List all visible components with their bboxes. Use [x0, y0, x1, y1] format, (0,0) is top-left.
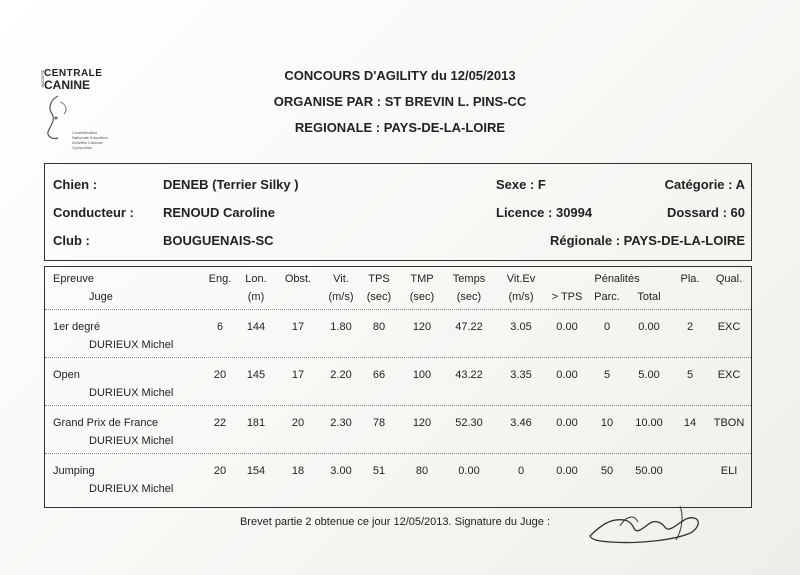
cell-eng: 22 [213, 417, 227, 429]
conducteur-value: RENOUD Caroline [163, 205, 275, 220]
cell-vitev: 0 [517, 465, 525, 477]
sexe-value: Sexe : F [496, 177, 546, 192]
cell-lon: 144 [246, 321, 266, 333]
dossard-value: Dossard : 60 [666, 205, 745, 220]
th-vit: Vit. [333, 273, 349, 285]
th-eng: Eng. [208, 273, 232, 285]
cell-eng: 20 [213, 465, 227, 477]
judge-signature [580, 496, 710, 556]
info-row-conducteur [53, 205, 745, 227]
cell-obst: 20 [291, 417, 305, 429]
th-lon: Lon. [245, 273, 267, 285]
cell-lon: 154 [246, 465, 266, 477]
cell-temps: 43.22 [455, 369, 483, 381]
cell-lon: 145 [246, 369, 266, 381]
cell-tps: 78 [372, 417, 386, 429]
cell-vitev: 3.46 [510, 417, 532, 429]
cell-pla: 5 [686, 369, 694, 381]
cell-vitev: 3.35 [510, 369, 532, 381]
cell-tps: 66 [372, 369, 386, 381]
cell-epreuve: Open [53, 369, 80, 381]
th-pen-tps: > TPS [551, 291, 583, 303]
cell-lon: 181 [246, 417, 266, 429]
cell-pen-total: 0.00 [638, 321, 660, 333]
cell-juge: DURIEUX Michel [89, 483, 174, 495]
dog-info-box [44, 163, 752, 261]
cell-qual: EXC [717, 321, 741, 333]
cell-temps: 52.30 [455, 417, 483, 429]
cell-pen-total: 5.00 [638, 369, 660, 381]
cell-tmp: 120 [412, 321, 432, 333]
chien-value: DENEB (Terrier Silky ) [163, 177, 299, 192]
cell-pen-tps: 0.00 [556, 465, 578, 477]
cell-tmp: 80 [415, 465, 429, 477]
header-organiser: ORGANISE PAR : ST BREVIN L. PINS-CC [273, 94, 527, 109]
cell-epreuve: Jumping [53, 465, 95, 477]
th-vitev-unit: (m/s) [508, 291, 534, 303]
cell-pen-tps: 0.00 [556, 321, 578, 333]
cell-pen-total: 50.00 [635, 465, 663, 477]
cell-qual: EXC [717, 369, 741, 381]
header-title: CONCOURS D'AGILITY du 12/05/2013 [284, 68, 516, 83]
results-table [44, 266, 752, 508]
conducteur-label: Conducteur : [53, 205, 134, 220]
header-divider [45, 309, 751, 310]
cell-pen-tps: 0.00 [556, 369, 578, 381]
cell-pen-parc: 50 [600, 465, 614, 477]
cell-qual: ELI [720, 465, 738, 477]
row-divider [45, 357, 751, 358]
cell-pen-parc: 5 [603, 369, 611, 381]
th-juge: Juge [89, 291, 113, 303]
th-epreuve: Epreuve [53, 273, 94, 285]
club-value: BOUGUENAIS-SC [163, 233, 274, 248]
cell-obst: 18 [291, 465, 305, 477]
cell-vit: 1.80 [330, 321, 352, 333]
cell-temps: 0.00 [458, 465, 480, 477]
cell-juge: DURIEUX Michel [89, 435, 174, 447]
licence-value: Licence : 30994 [496, 205, 593, 220]
logo-tiny-text: Confédération Nationale Education Activités Canines Cynophiles [72, 130, 108, 150]
footer-text: Brevet partie 2 obtenue ce jour 12/05/2013. Signature du Juge : [239, 516, 551, 528]
th-penalites: Pénalités [594, 273, 640, 285]
info-row-club [53, 233, 745, 255]
th-tmp: TMP [410, 273, 434, 285]
row-divider [45, 453, 751, 454]
th-lon-unit: (m) [247, 291, 265, 303]
th-tmp-unit: (sec) [409, 291, 435, 303]
regionale-value: Régionale : PAYS-DE-LA-LOIRE [549, 233, 745, 248]
th-temps-unit: (sec) [456, 291, 482, 303]
cell-pen-total: 10.00 [635, 417, 663, 429]
cell-pen-tps: 0.00 [556, 417, 578, 429]
cell-vit: 3.00 [330, 465, 352, 477]
cell-vit: 2.20 [330, 369, 352, 381]
row-divider [45, 405, 751, 406]
cell-obst: 17 [291, 321, 305, 333]
th-pen-parc: Parc. [594, 291, 620, 303]
cell-tmp: 120 [412, 417, 432, 429]
cell-qual: TBON [713, 417, 745, 429]
cell-tps: 80 [372, 321, 386, 333]
cell-pla: 2 [686, 321, 694, 333]
cell-eng: 6 [216, 321, 224, 333]
info-row-chien [53, 177, 745, 199]
th-tps-unit: (sec) [366, 291, 392, 303]
th-pen-total: Total [637, 291, 661, 303]
cell-epreuve: 1er degré [53, 321, 101, 333]
th-temps: Temps [452, 273, 486, 285]
logo-line2: CANINE [44, 78, 91, 92]
cell-tps: 51 [372, 465, 386, 477]
cell-pla: 14 [683, 417, 697, 429]
cell-pen-parc: 0 [603, 321, 611, 333]
th-pla: Pla. [680, 273, 700, 285]
th-qual: Qual. [715, 273, 743, 285]
categorie-value: Catégorie : A [664, 177, 745, 192]
th-obst: Obst. [284, 273, 312, 285]
chien-label: Chien : [53, 177, 98, 192]
header-regionale: REGIONALE : PAYS-DE-LA-LOIRE [294, 120, 506, 135]
cell-vit: 2.30 [330, 417, 352, 429]
cell-eng: 20 [213, 369, 227, 381]
cell-pen-parc: 10 [600, 417, 614, 429]
cell-temps: 47.22 [455, 321, 483, 333]
cell-tmp: 100 [412, 369, 432, 381]
cell-juge: DURIEUX Michel [89, 339, 174, 351]
th-vit-unit: (m/s) [328, 291, 354, 303]
logo-line1: CENTRALE [44, 68, 103, 79]
logo-side-text: SOCIETE [40, 70, 45, 88]
cell-obst: 17 [291, 369, 305, 381]
cell-juge: DURIEUX Michel [89, 387, 174, 399]
th-vitev: Vit.Ev [506, 273, 536, 285]
cell-vitev: 3.05 [510, 321, 532, 333]
th-tps: TPS [368, 273, 390, 285]
cell-epreuve: Grand Prix de France [53, 417, 159, 429]
club-label: Club : [53, 233, 90, 248]
